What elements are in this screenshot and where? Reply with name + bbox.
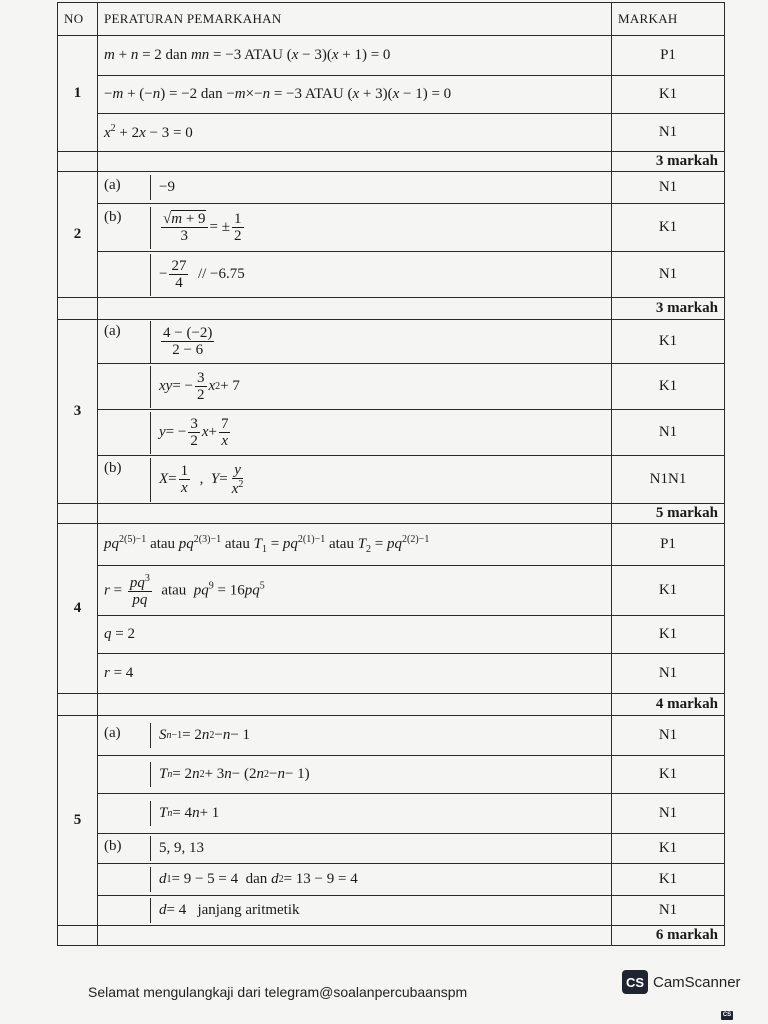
working-step: − $\frac{27}{4}$ // −6.75 <box>98 252 612 298</box>
working-step: (b) X = $\frac{1}{x}$ , Y = $\frac{y}{x^2}$ <box>98 456 612 504</box>
table-row <box>58 204 725 252</box>
part-label: (a) <box>104 175 151 200</box>
mark-code: N1N1 <box>612 456 725 504</box>
total-row <box>58 298 725 320</box>
working-step: T n = 2 n 2 + 3 n − (2 n 2 − n − 1) <box>98 756 612 794</box>
table-row <box>58 320 725 364</box>
question-number: 5 <box>58 716 98 926</box>
total-row <box>58 152 725 172</box>
working-step: xy = − $\frac{3}{2}$ x 2 + 7 <box>98 364 612 410</box>
question-number: 3 <box>58 320 98 504</box>
working-step: d 1 = 9 − 5 = 4 dan d 2 = 13 − 9 = 4 <box>98 864 612 896</box>
table-header-row <box>58 3 725 36</box>
total-row <box>58 504 725 524</box>
table-row <box>58 834 725 864</box>
table-row <box>58 114 725 152</box>
table-row <box>58 76 725 114</box>
table-row <box>58 252 725 298</box>
part-label: (a) <box>104 723 151 748</box>
working-step: T n = 4 n + 1 <box>98 794 612 834</box>
table-row <box>58 36 725 76</box>
header-no: NO <box>58 3 98 36</box>
working-step: m + n = 2 dan mn = −3 ATAU (x − 3)(x + 1) = 0 <box>98 36 612 76</box>
camscanner-brand: CamScanner <box>653 973 741 991</box>
table-row <box>58 566 725 616</box>
mark-code: N1 <box>612 172 725 204</box>
question-number: 2 <box>58 172 98 298</box>
table-row <box>58 716 725 756</box>
part-label: (b) <box>104 458 151 502</box>
total-row <box>58 694 725 716</box>
mark-code: N1 <box>612 114 725 152</box>
table-row <box>58 864 725 896</box>
part-label: (b) <box>104 836 151 861</box>
working-step: (b) 5, 9, 13 <box>98 834 612 864</box>
total-marks: 6 markah <box>612 926 725 946</box>
mark-code: N1 <box>612 252 725 298</box>
camscanner-logo-icon: CS <box>622 970 648 994</box>
table-row <box>58 654 725 694</box>
working-step: $pq^{2(5)-1}$ atau $pq^{2(3)-1}$ atau $T_1 = pq^{2(1)-1}$ atau $T_2 = pq^{2(2)-1}$ <box>98 524 612 566</box>
mark-code: N1 <box>612 716 725 756</box>
camscanner-watermark <box>622 970 741 994</box>
working-step: (b) $\frac{√m + 9}{3}$ = ± $\frac{1}{2}$ <box>98 204 612 252</box>
mark-code: K1 <box>612 204 725 252</box>
mark-code: K1 <box>612 566 725 616</box>
table-row <box>58 364 725 410</box>
working-step: (a) $\frac{4 - (-2)}{2 - 6}$ <box>98 320 612 364</box>
header-rule: PERATURAN PEMARKAHAN <box>98 3 612 36</box>
working-step: (a) −9 <box>98 172 612 204</box>
mark-code: K1 <box>612 616 725 654</box>
mark-code: N1 <box>612 410 725 456</box>
working-step: (a) S n−1 = 2 n 2 − n − 1 <box>98 716 612 756</box>
part-label: (b) <box>104 207 151 249</box>
total-marks: 3 markah <box>612 298 725 320</box>
marking-scheme-table <box>57 2 725 946</box>
working-step: −m + (−n) = −2 dan −m×−n = −3 ATAU (x + 3)(x − 1) = 0 <box>98 76 612 114</box>
total-marks: 5 markah <box>612 504 725 524</box>
table-row <box>58 410 725 456</box>
mark-code: N1 <box>612 896 725 926</box>
total-marks: 3 markah <box>612 152 725 172</box>
mark-code: K1 <box>612 756 725 794</box>
part-label: (a) <box>104 321 151 363</box>
table-row <box>58 456 725 504</box>
footer-text: Selamat mengulangkaji dari telegram@soalanpercubaanspm <box>88 984 468 1000</box>
mark-code: N1 <box>612 794 725 834</box>
table-row <box>58 794 725 834</box>
working-step: r = 4 <box>98 654 612 694</box>
mark-code: P1 <box>612 36 725 76</box>
working-step: d = 4 janjang aritmetik <box>98 896 612 926</box>
camscanner-mini-icon: CS <box>722 1012 732 1018</box>
total-marks: 4 markah <box>612 694 725 716</box>
working-step: y = − $\frac{3}{2}$ x + $\frac{7}{x}$ <box>98 410 612 456</box>
mark-code: P1 <box>612 524 725 566</box>
mark-code: N1 <box>612 654 725 694</box>
mark-code: K1 <box>612 76 725 114</box>
question-number: 4 <box>58 524 98 694</box>
mark-code: K1 <box>612 364 725 410</box>
working-step: $x^2 + 2x - 3 = 0$ <box>98 114 612 152</box>
table-row <box>58 172 725 204</box>
header-marks: MARKAH <box>612 3 725 36</box>
table-row <box>58 524 725 566</box>
working-step: r = $\frac{pq^3}{pq}$ atau $pq^9 = 16pq^5$ <box>98 566 612 616</box>
question-number: 1 <box>58 36 98 152</box>
mark-code: K1 <box>612 834 725 864</box>
mark-code: K1 <box>612 320 725 364</box>
table-row <box>58 756 725 794</box>
table-row <box>58 896 725 926</box>
working-step: q = 2 <box>98 616 612 654</box>
table-row <box>58 616 725 654</box>
mark-code: K1 <box>612 864 725 896</box>
total-row <box>58 926 725 946</box>
